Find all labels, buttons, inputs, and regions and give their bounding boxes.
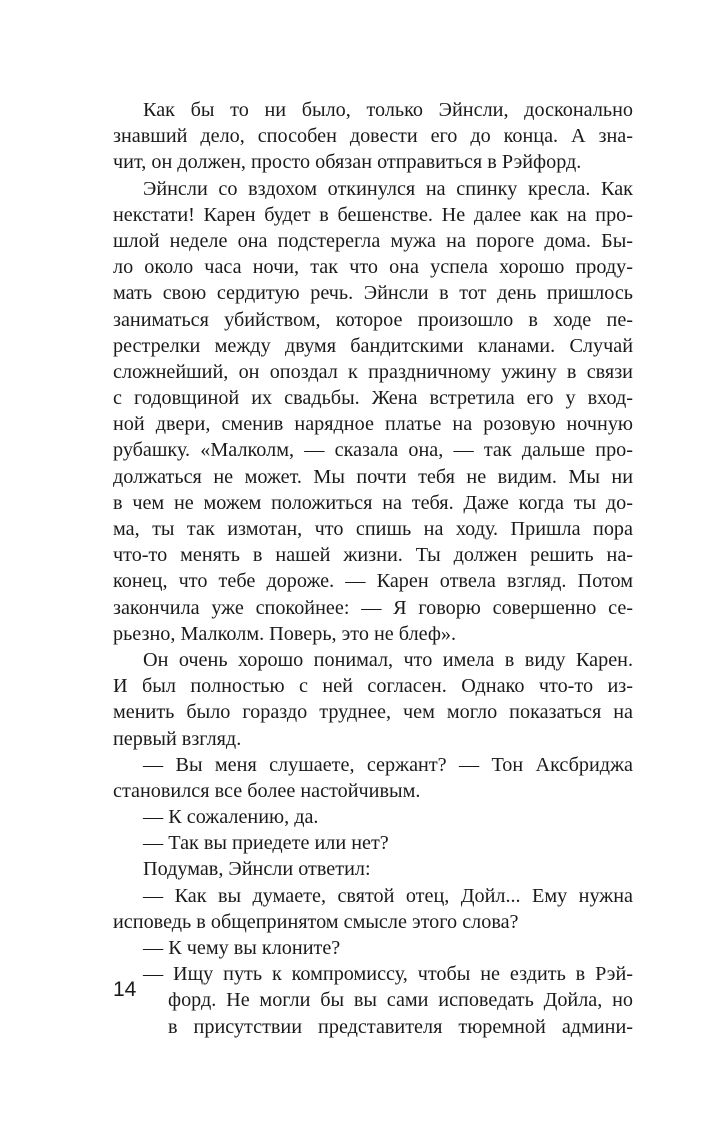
text-line: Как бы то ни было, только Эйнсли, досконально xyxy=(143,99,633,121)
text-line: Он очень хорошо понимал, что имела в виду Карен. xyxy=(143,648,633,671)
text-line: — К чему вы клоните? xyxy=(143,937,341,959)
text-line: некстати! Карен будет в бешенстве. Не далее как на про- xyxy=(113,203,633,226)
text-line: сложнейший, он опоздал к праздничному ужину в связи xyxy=(113,360,633,383)
text-line: исповедь в общепринятом смысле этого слова? xyxy=(113,910,519,933)
text-line: рьезно, Малколм. Поверь, это не блеф». xyxy=(113,622,457,645)
text-line: — Так вы приедете или нет? xyxy=(143,832,389,855)
text-line: рубашку. «Малколм, — сказала она, — так дальше про- xyxy=(113,439,633,462)
text-line: менить было гораздо труднее, чем могло показаться на xyxy=(113,701,633,724)
text-line: чит, он должен, просто обязан отправиться в Рэйфорд. xyxy=(113,151,582,174)
text-line: — Ищу путь к компромиссу, чтобы не ездить в Рэй- xyxy=(143,963,633,986)
text-line: ло около часа ночи, так что она успела хорошо проду- xyxy=(113,256,633,279)
text-line: рестрелки между двумя бандитскими кланами. Случай xyxy=(113,334,633,357)
text-line: конец, что тебе дороже. — Карен отвела взгляд. Потом xyxy=(113,570,633,593)
text-line: форд. Не могли бы вы сами исповедать Дойла, но xyxy=(168,989,633,1012)
text-line: в присутствии представителя тюремной админи- xyxy=(168,1015,633,1038)
text-line: Эйнсли со вздохом откинулся на спинку кресла. Как xyxy=(143,177,633,200)
text-line: что-то менять в нашей жизни. Ты должен решить на- xyxy=(113,544,633,567)
text-line: заниматься убийством, которое произошло в ходе пе- xyxy=(113,308,633,331)
text-line: первый взгляд. xyxy=(113,727,242,750)
text-line: становился все более настойчивым. xyxy=(113,779,421,802)
text-line: — К сожалению, да. xyxy=(143,806,319,829)
text-line: закончила уже спокойнее: — Я говорю совершенно се- xyxy=(113,596,633,619)
text-line: в чем не можем положиться на тебя. Даже когда ты до- xyxy=(113,491,633,514)
text-line: с годовщиной их свадьбы. Жена встретила его у вход- xyxy=(113,387,633,410)
text-line: ма, ты так измотан, что спишь на ходу. Пришла пора xyxy=(113,518,633,540)
text-line: должаться не может. Мы почти тебя не видим. Мы ни xyxy=(113,465,633,488)
text-line: шлой неделе она подстерегла мужа на пороге дома. Бы- xyxy=(113,229,633,252)
text-line: мать свою сердитую речь. Эйнсли в тот день пришлось xyxy=(113,282,633,305)
text-line: знавший дело, способен довести его до конца. А зна- xyxy=(113,125,633,148)
text-line: ной двери, сменив нарядное платье на розовую ночную xyxy=(113,413,633,436)
page-body-text xyxy=(113,97,633,1040)
text-line: Подумав, Эйнсли ответил: xyxy=(143,858,371,881)
text-line: — Вы меня слушаете, сержант? — Тон Аксбриджа xyxy=(143,753,633,776)
text-line: И был полностью с ней согласен. Однако что-то из- xyxy=(113,675,633,698)
page-number: 14 xyxy=(113,978,137,1001)
text-line: — Как вы думаете, святой отец, Дойл... Ему нужна xyxy=(143,884,633,907)
